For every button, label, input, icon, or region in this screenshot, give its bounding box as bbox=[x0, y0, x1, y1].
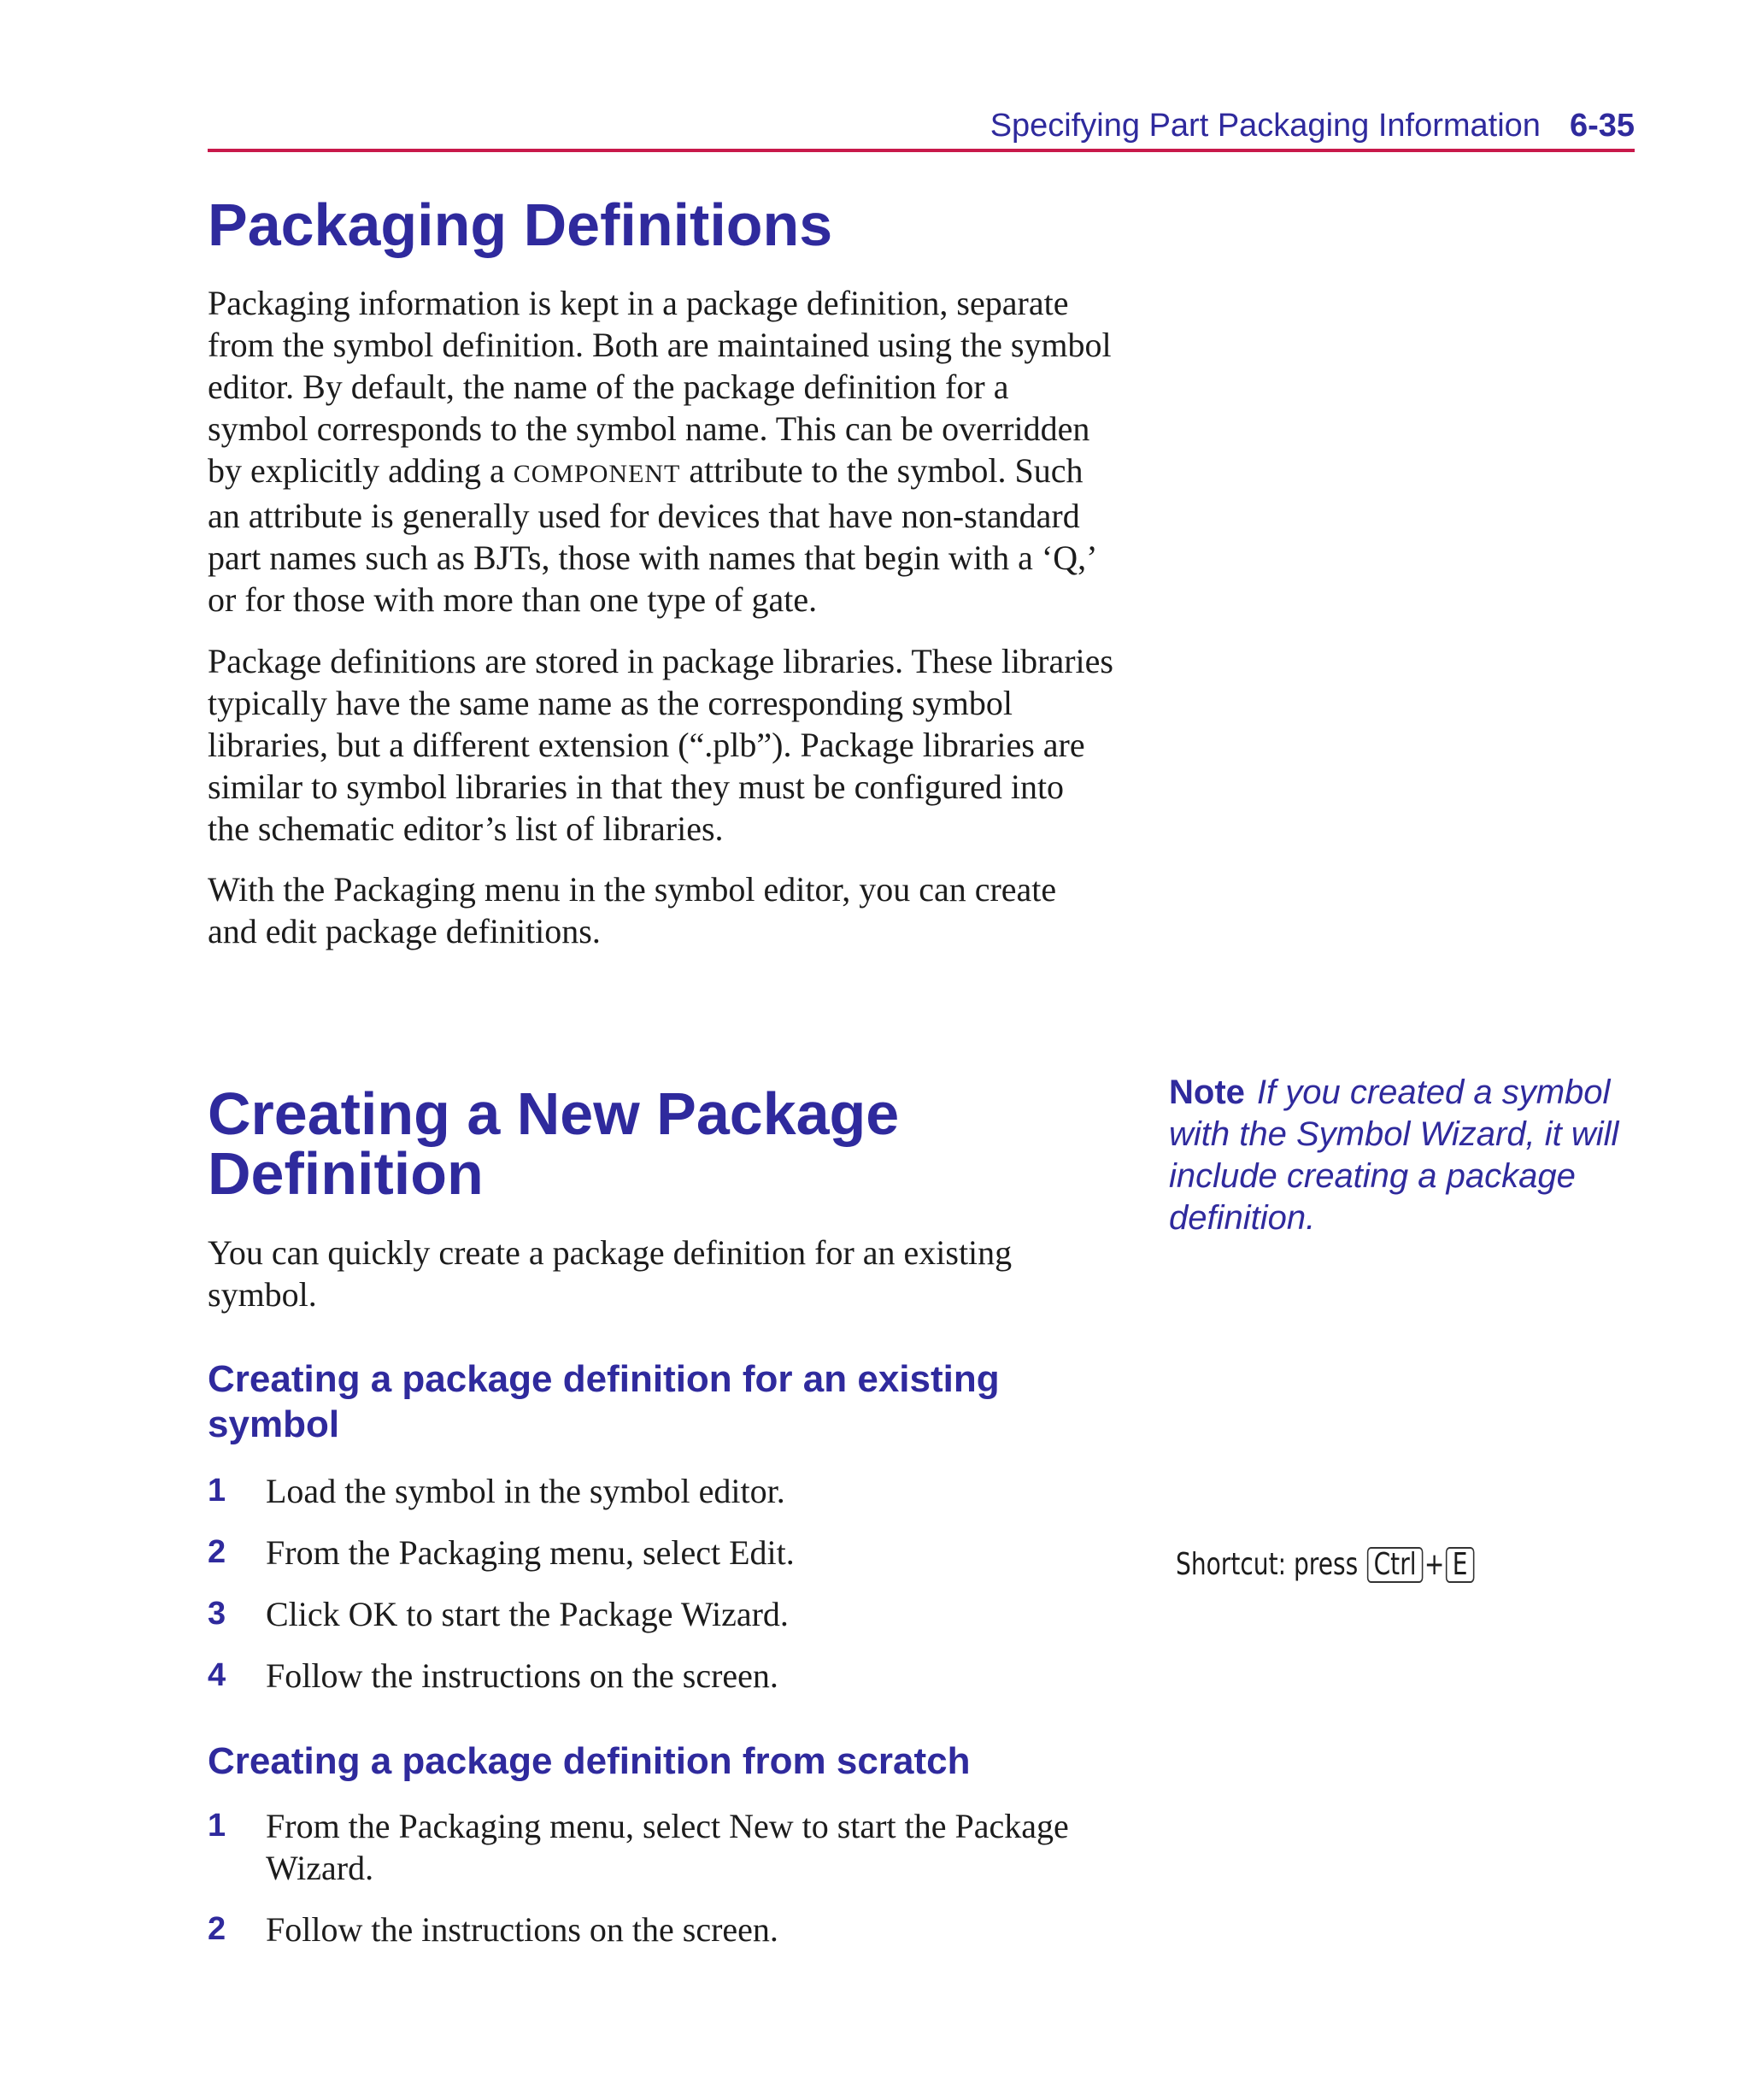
step-text: From the Packaging menu, select Edit. bbox=[266, 1533, 795, 1572]
step-text: Follow the instructions on the screen. bbox=[266, 1910, 778, 1949]
shortcut-prefix: Shortcut: press bbox=[1176, 1547, 1359, 1582]
step-number: 2 bbox=[208, 1534, 226, 1570]
paragraph-text: attribute to the symbol. Such an attribute is generally used for devices that have non-standard part names such as BJTs, those with names that begin with a ‘Q,’ or for those with more than one type of gate. bbox=[208, 451, 1095, 619]
step-item bbox=[208, 1532, 1113, 1574]
heading-from-scratch: Creating a package definition from scratch bbox=[208, 1740, 971, 1782]
paragraph-packaging-info bbox=[208, 282, 1113, 621]
step-item bbox=[208, 1593, 1113, 1635]
paragraph-text: Packaging information is kept in a package definition, separate from the symbol definition. Both are maintained using the symbol editor. By default, the name of the package definition for a symbol corresponds to the symbol name. This can be overridden by explicitly adding a bbox=[208, 284, 1112, 490]
margin-note bbox=[1169, 1072, 1647, 1239]
page-number: 6-35 bbox=[1569, 108, 1635, 144]
component-keyword: COMPONENT bbox=[513, 460, 681, 488]
paragraph-package-libraries: Package definitions are stored in package libraries. These libraries typically have the same name as the corresponding symbol libraries, but a different extension (“.plb”). Package libraries are similar to symbol libraries in that they must be configured into the schematic editor’s list of libraries. bbox=[208, 642, 1113, 848]
step-item bbox=[208, 1909, 1113, 1950]
section-title: Specifying Part Packaging Information bbox=[990, 108, 1541, 144]
step-number: 1 bbox=[208, 1473, 226, 1509]
heading-packaging-definitions: Packaging Definitions bbox=[208, 191, 833, 258]
heading-creating-new-package bbox=[208, 1080, 900, 1207]
shortcut-hint bbox=[1176, 1547, 1476, 1583]
paragraph-packaging-menu: With the Packaging menu in the symbol editor, you can create and edit package definitions. bbox=[208, 870, 1057, 950]
page-header bbox=[208, 106, 1635, 152]
note-text: If you created a symbol with the Symbol Wizard, it will include creating a package definition. bbox=[1169, 1074, 1619, 1237]
plus-sign: + bbox=[1424, 1547, 1445, 1582]
paragraph-intro: You can quickly create a package definition for an existing symbol. bbox=[208, 1233, 1013, 1314]
running-header bbox=[990, 108, 1635, 144]
step-item bbox=[208, 1655, 1113, 1697]
step-number: 3 bbox=[208, 1596, 226, 1632]
step-item bbox=[208, 1470, 1113, 1512]
heading-line: Creating a New Package bbox=[208, 1080, 900, 1147]
heading-line: Definition bbox=[208, 1140, 484, 1207]
e-key: E bbox=[1446, 1547, 1474, 1583]
step-text: Load the symbol in the symbol editor. bbox=[266, 1472, 785, 1510]
step-number: 1 bbox=[208, 1808, 226, 1844]
step-text: From the Packaging menu, select New to start the Package Wizard. bbox=[266, 1807, 1069, 1887]
step-number: 4 bbox=[208, 1657, 226, 1693]
step-number: 2 bbox=[208, 1911, 226, 1947]
note-label: Note bbox=[1169, 1074, 1245, 1111]
step-text: Follow the instructions on the screen. bbox=[266, 1656, 778, 1695]
heading-existing-symbol: Creating a package definition for an existing symbol bbox=[208, 1358, 1000, 1445]
ctrl-key: Ctrl bbox=[1367, 1547, 1424, 1583]
step-text: Click OK to start the Package Wizard. bbox=[266, 1595, 789, 1633]
step-item bbox=[208, 1805, 1113, 1889]
